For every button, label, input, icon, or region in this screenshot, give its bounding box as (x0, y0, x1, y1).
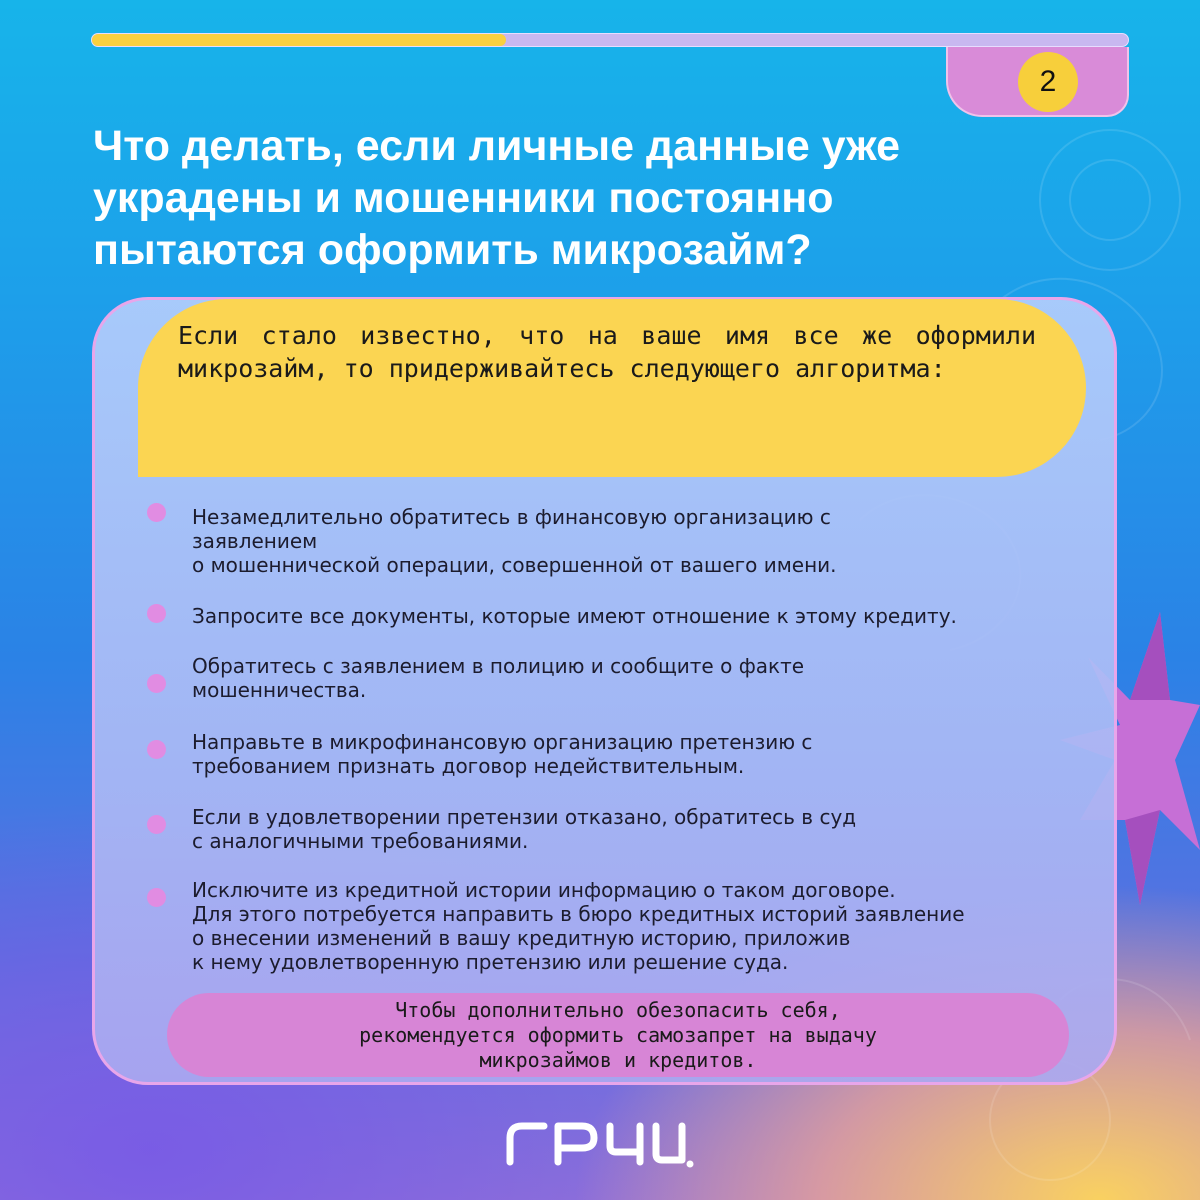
bullet-dot (147, 604, 166, 623)
step-item: Направьте в микрофинансовую организацию претензию с требованием признать договор недействительным. (192, 730, 813, 778)
bullet-dot (147, 815, 166, 834)
progress-fill (92, 34, 506, 46)
intro-text: Если стало известно, что на ваше имя все же оформили микрозайм, то придерживайтесь следующего алгоритма: (178, 321, 1036, 383)
bullet-dot (147, 888, 166, 907)
step-item: Запросите все документы, которые имеют отношение к этому кредиту. (192, 604, 957, 628)
brand-logo (506, 1118, 696, 1168)
intro-box (138, 299, 1086, 477)
note-box (167, 993, 1069, 1077)
step-item: Исключите из кредитной истории информацию о таком договоре. Для этого потребуется направить в бюро кредитных историй заявление о внесении изменений в вашу кредитную историю, приложив к нему удовлетворенную претензию или решение суда. (192, 878, 965, 974)
step-item: Обратитесь с заявлением в полицию и сообщите о факте мошенничества. (192, 654, 805, 702)
bullet-dot (147, 740, 166, 759)
step-item: Если в удовлетворении претензии отказано, обратитесь в суд с аналогичными требованиями. (192, 805, 857, 853)
progress-bar (91, 33, 1129, 47)
step-item: Незамедлительно обратитесь в финансовую организацию с заявлением о мошеннической операции, совершенной от вашего имени. (192, 505, 837, 577)
note-text: Чтобы дополнительно обезопасить себя, рекомендуется оформить самозапрет на выдачу микрозаймов и кредитов. (359, 997, 877, 1072)
page-title: Что делать, если личные данные уже украдены и мошенники постоянно пытаются оформить микрозайм? (93, 122, 900, 274)
page-number: 2 (1018, 52, 1078, 112)
bullet-dot (147, 674, 166, 693)
bullet-dot (147, 503, 166, 522)
